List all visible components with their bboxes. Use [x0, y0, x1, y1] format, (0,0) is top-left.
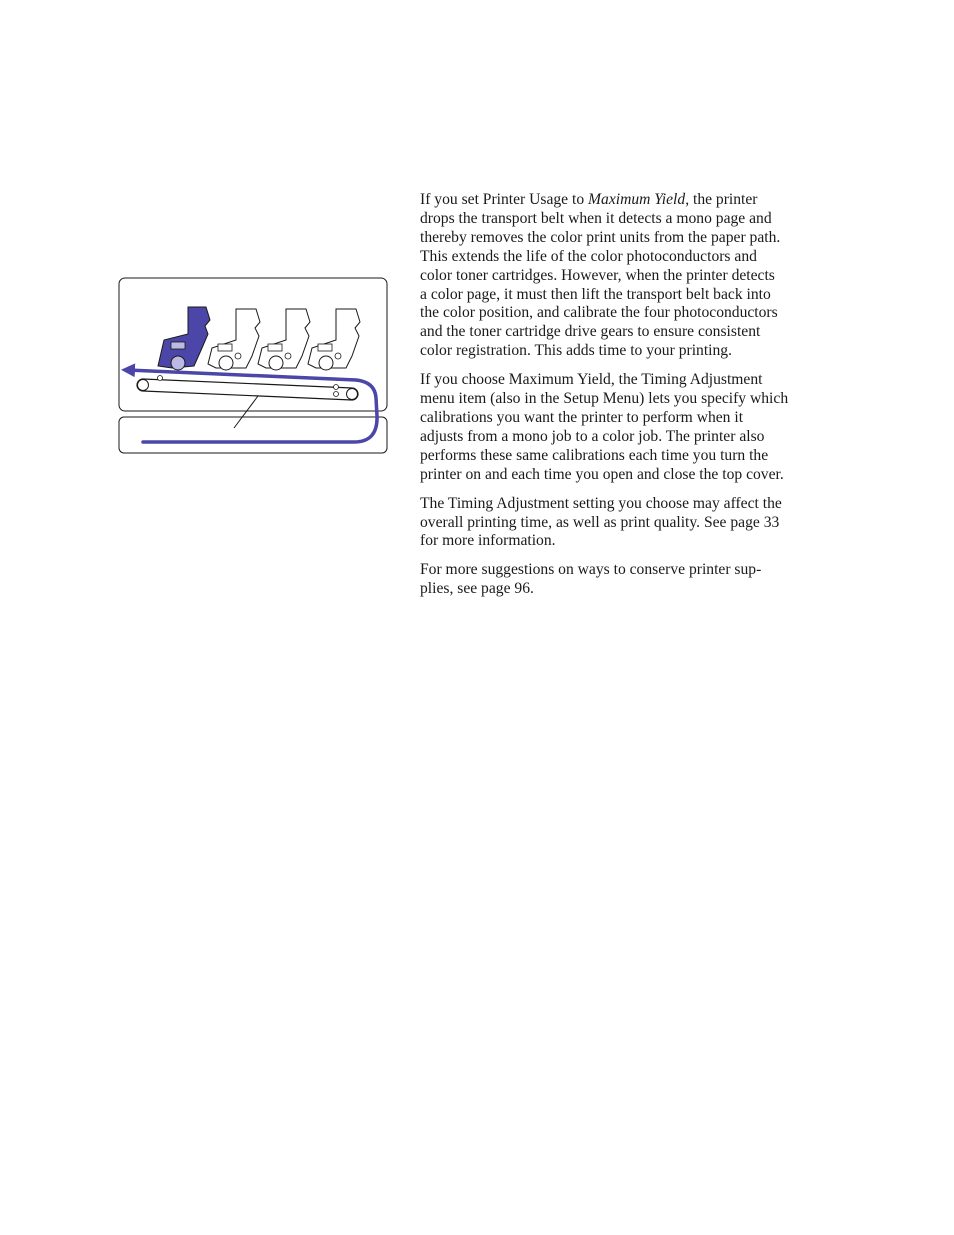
photoconductor-drum-icon	[171, 356, 185, 370]
text-line: for more information.	[420, 532, 556, 550]
text-line: For more suggestions on ways to conserve printer sup-	[420, 561, 762, 579]
text-line: If you choose Maximum Yield, the Timing Adjustment	[420, 371, 763, 389]
text-line: adjusts from a mono job to a color job. The printer also	[420, 427, 765, 445]
text-line: This extends the life of the color photoconductors and	[420, 247, 757, 265]
text-line: a color page, it must then lift the transport belt back into	[420, 285, 771, 303]
text-run: , the printer	[685, 191, 758, 208]
text-line: The Timing Adjustment setting you choose may affect the	[420, 494, 782, 512]
text-run: If you set Printer Usage to	[420, 191, 589, 208]
color-print-unit-yellow	[308, 309, 360, 370]
text-line: and the toner cartridge drive gears to ensure consistent	[420, 323, 761, 341]
text-line: the color position, and calibrate the four photoconductors	[420, 304, 778, 322]
text-line: calibrations you want the printer to perform when it	[420, 408, 744, 426]
paper-tray-frame	[119, 417, 387, 453]
paragraph-printer-usage	[420, 191, 844, 361]
paper-path-arrow-icon	[128, 370, 377, 442]
text-line: overall printing time, as well as print quality. See page 33	[420, 513, 780, 531]
printer-cartridge-icon	[158, 307, 210, 370]
text-line: drops the transport belt when it detects a mono page and	[420, 209, 772, 227]
text-line: performs these same calibrations each time you turn the	[420, 446, 769, 464]
text-line: menu item (also in the Setup Menu) lets you specify which	[420, 390, 789, 408]
color-print-unit-cyan	[208, 309, 260, 370]
emphasis-text: Maximum Yield	[588, 191, 686, 208]
printer-transport-belt-diagram	[116, 276, 392, 456]
paragraph-first-line	[420, 191, 844, 210]
text-line: plies, see page 96.	[420, 580, 534, 598]
text-line: color registration. This adds time to your printing.	[420, 342, 732, 360]
paragraph-conserve-supplies	[420, 561, 844, 599]
belt-callout-line	[234, 396, 258, 428]
paragraph-timing-adjustment	[420, 371, 844, 484]
text-line: thereby removes the color print units from the paper path.	[420, 228, 781, 246]
color-print-unit-magenta	[258, 309, 310, 370]
text-line: printer on and each time you open and close the top cover.	[420, 465, 784, 483]
paragraph-print-time	[420, 495, 844, 552]
body-text	[420, 191, 844, 609]
text-line: color toner cartridges. However, when the printer detects	[420, 266, 775, 284]
